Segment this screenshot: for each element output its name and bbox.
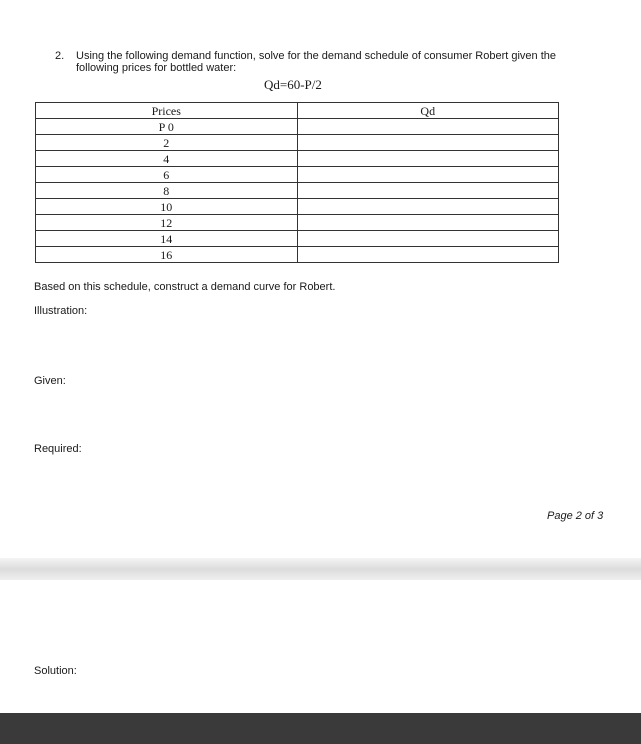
qd-cell xyxy=(297,199,559,215)
given-label: Given: xyxy=(34,375,66,387)
required-label: Required: xyxy=(34,443,82,455)
table-row xyxy=(36,215,559,231)
price-cell: 6 xyxy=(36,167,298,183)
price-cell: P 0 xyxy=(36,119,298,135)
price-cell: 14 xyxy=(36,231,298,247)
price-cell: 12 xyxy=(36,215,298,231)
table-row xyxy=(36,247,559,263)
price-cell: 4 xyxy=(36,151,298,167)
table-row xyxy=(36,167,559,183)
page-number: Page 2 of 3 xyxy=(547,510,604,522)
table-row xyxy=(36,135,559,151)
table-header-row xyxy=(36,103,559,119)
table-row xyxy=(36,183,559,199)
solution-label: Solution: xyxy=(34,665,77,677)
price-cell: 10 xyxy=(36,199,298,215)
table-row xyxy=(36,199,559,215)
question-number: 2. xyxy=(55,50,65,62)
question-text-line-2: following prices for bottled water: xyxy=(76,62,237,74)
qd-cell xyxy=(297,183,559,199)
qd-cell xyxy=(297,215,559,231)
table-row xyxy=(36,119,559,135)
price-cell: 16 xyxy=(36,247,298,263)
demand-function: Qd=60-P/2 xyxy=(264,77,322,92)
qd-cell xyxy=(297,151,559,167)
price-cell: 2 xyxy=(36,135,298,151)
viewer-bottom-bar xyxy=(0,713,641,744)
illustration-label: Illustration: xyxy=(34,305,88,317)
table-row xyxy=(36,151,559,167)
page-separator xyxy=(0,558,641,580)
demand-schedule-table xyxy=(35,102,559,263)
header-prices: Prices xyxy=(36,103,298,119)
header-qd: Qd xyxy=(297,103,559,119)
question-text-line-1: Using the following demand function, solve for the demand schedule of consumer Robert given the xyxy=(76,50,557,62)
qd-cell xyxy=(297,247,559,263)
qd-cell xyxy=(297,231,559,247)
price-cell: 8 xyxy=(36,183,298,199)
qd-cell xyxy=(297,167,559,183)
document-page-3 xyxy=(0,580,641,713)
qd-cell xyxy=(297,119,559,135)
table-row xyxy=(36,231,559,247)
question-text xyxy=(76,50,596,74)
instruction-text: Based on this schedule, construct a demand curve for Robert. xyxy=(34,281,336,293)
qd-cell xyxy=(297,135,559,151)
